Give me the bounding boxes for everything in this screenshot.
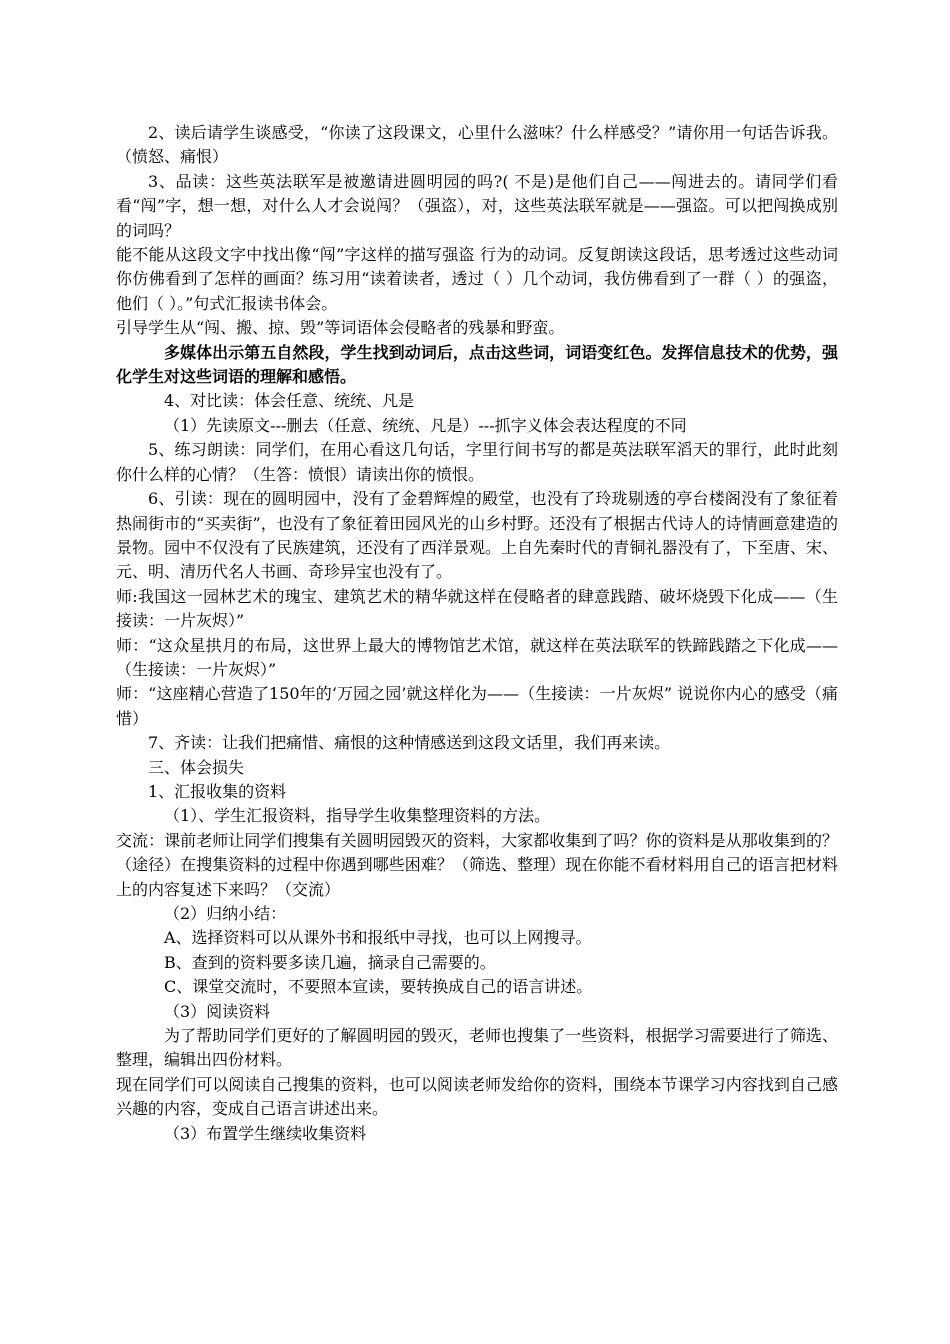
section-heading: 三、体会损失 [148,757,245,777]
paragraph-12: 师：“这座精心营造了150年的‘万园之园’就这样化为——（生接读：一片灰烬” 说说你内心的感受（痛惜） [116,684,838,728]
paragraph-6: 4、对比读：体会任意、统统、凡是 [164,391,415,411]
paragraph-7: （1）先读原文---删去（任意、统统、凡是）---抓字义体会表达程度的不同 [164,415,687,435]
paragraph-3: 能不能从这段文字中找出像“闯”字这样的描写强盗 行为的动词。反复朗读这段话，思考透过这些动词你仿佛看到了怎样的画面？练习用“读着读者，透过（ ）几个动词，我仿佛看到了一群（ ）的强盗，他们（ ）。”句式汇报读书体会。 [116,245,838,313]
paragraph-9: 6、引读：现在的圆明园中，没有了金碧辉煌的殿堂，也没有了玲珑剔透的亭台楼阁没有了象征着热闹街市的“买卖街”，也没有了象征着田园风光的山乡村野。还没有了根据古代诗人的诗情画意建造的景物。园中不仅没有了民族建筑，还没有了西洋景观。上自先秦时代的青铜礼器没有了，下至唐、宋、元、明、清历代名人书画、奇珍异宝也没有了。 [116,489,838,582]
paragraph-4: 引导学生从“闯、搬、掠、毁”等词语体会侵略者的残暴和野蛮。 [116,318,565,338]
paragraph-2: 3、品读：这些英法联军是被邀请进圆明园的吗?( 不是)是他们自己——闯进去的。请同学们看看“闯”字，想一想，对什么人才会说闯？（强盗），对，这些英法联军就是——强盗。可以把闯换成别的词吗？ [116,171,838,240]
paragraph-17: 交流：课前老师让同学们搜集有关圆明园毁灭的资料，大家都收集到了吗？你的资料是从那收集到的？（途径）在搜集资料的过程中你遇到哪些困难？（筛选、整理）现在你能不看材料用自己的语言把材料上的内容复述下来吗？（交流） [116,830,838,899]
paragraph-18: （2）归纳小结： [164,904,287,923]
paragraph-10: 师:我国这一园林艺术的瑰宝、建筑艺术的精华就这样在侵略者的肆意践踏、破坏烧毁下化成——（生接读：一片灰烬）” [116,586,838,631]
paragraph-11: 师：“这众星拱月的布局，这世界上最大的博物馆艺术馆，就这样在英法联军的铁蹄践踏之下化成——（生接读：一片灰烬）” [116,635,838,679]
paragraph-23: 为了帮助同学们更好的了解圆明园的毁灭，老师也搜集了一些资料，根据学习需要进行了筛选、整理，编辑出四份材料。 [116,1026,838,1070]
paragraph-5: 多媒体出示第五自然段，学生找到动词后，点击这些词，词语变红色。发挥信息技术的优势，强化学生对这些词语的理解和感悟。 [116,342,838,387]
paragraph-24: 现在同学们可以阅读自己搜集的资料，也可以阅读老师发给你的资料，围绕本节课学习内容找到自己感兴趣的内容，变成自己语言讲述出来。 [116,1074,838,1119]
list-item-b: B、查到的资料要多读几遍，摘录自己需要的。 [164,952,496,972]
paragraph-15: 1、汇报收集的资料 [148,781,287,801]
paragraph-8: 5、练习朗读：同学们，在用心看这几句话，字里行间书写的都是英法联军滔天的罪行，此时此刻你什么样的心情？（生答：愤恨）请读出你的愤恨。 [116,440,838,484]
paragraph-25: （3）布置学生继续收集资料 [164,1123,367,1143]
paragraph-1: 2、读后请学生谈感受，“你读了这段课文，心里什么滋味？什么样感受？”请你用一句话告诉我。（愤怒、痛恨） [116,123,838,167]
list-item-a: A、选择资料可以从课外书和报纸中寻找，也可以上网搜寻。 [164,928,592,948]
paragraph-22: （3）阅读资料 [164,1001,271,1021]
paragraph-13: 7、齐读：让我们把痛惜、痛恨的这种情感送到这段文话里，我们再来读。 [148,733,671,753]
paragraph-16: （1）、学生汇报资料，指导学生收集整理资料的方法。 [164,806,551,826]
document-body [116,121,838,1146]
list-item-c: C、课堂交流时，不要照本宣读，要转换成自己的语言讲述。 [164,977,593,997]
